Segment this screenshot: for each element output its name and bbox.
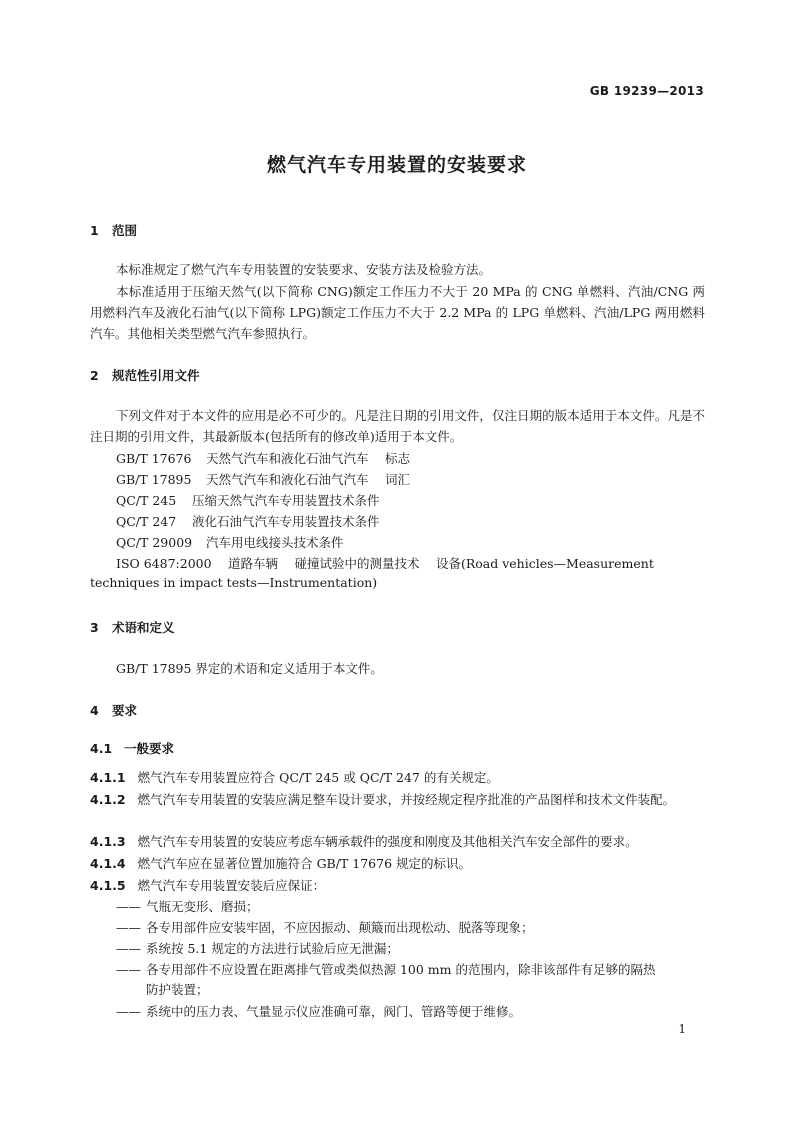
reference-item [116, 512, 380, 530]
requirement-dash-item [116, 959, 706, 980]
reference-code: QC/T 29009 [116, 535, 193, 550]
clause-number: 4.1.4 [90, 856, 126, 871]
dash-text: 气瓶无变形、磨损； [146, 899, 259, 914]
dash-mark: —— [116, 899, 141, 914]
subsection-title: 一般要求 [124, 741, 175, 756]
normative-paragraph: 下列文件对于本文件的应用是必不可少的。凡是注日期的引用文件，仅注日期的版本适用于本文件。凡是不注日期的引用文件，其最新版本(包括所有的修改单)适用于本文件。 [90, 408, 705, 444]
clause-4-1-5 [90, 875, 705, 896]
reference-code: QC/T 247 [116, 514, 177, 529]
reference-title: 压缩天然气汽车专用装置技术条件 [192, 493, 380, 508]
dash-text: 各专用部件应安装牢固，不应因振动、颠簸而出现松动、脱落等现象； [146, 920, 534, 935]
requirement-dash-item [116, 896, 706, 917]
page-number: 1 [678, 1022, 686, 1036]
section-title: 术语和定义 [112, 620, 175, 635]
reference-title: 液化石油气汽车专用装置技术条件 [192, 514, 380, 529]
reference-item [116, 470, 410, 488]
dash-text: 各专用部件不应设置在距离排气管或类似热源 100 mm 的范围内，除非该部件有足够的隔热 [146, 962, 656, 977]
section-number: 1 [90, 223, 99, 238]
document-title: 燃气汽车专用装置的安装要求 [266, 154, 527, 176]
scope-paragraph-2: 本标准适用于压缩天然气(以下简称 CNG)额定工作压力不大于 20 MPa 的 CNG 单燃料、汽油/CNG 两用燃料汽车及液化石油气(以下简称 LPG)额定工作压力不大于 2.2 MPa 的 LPG 单燃料、汽油/LPG 两用燃料汽车。其他相关类型燃气汽车参照执行。 [90, 284, 705, 341]
standard-number: GB 19239—2013 [589, 84, 704, 98]
clause-text: 燃气汽车专用装置应符合 QC/T 245 或 QC/T 247 的有关规定。 [137, 770, 499, 785]
subsection-number: 4.1 [90, 741, 113, 756]
requirement-dash-item [116, 1001, 706, 1022]
reference-iso-line-1: ISO 6487:2000 道路车辆 碰撞试验中的测量技术 设备(Road vehicles—Measurement [116, 556, 654, 571]
reference-item [116, 449, 410, 467]
clause-text: 燃气汽车专用装置安装后应保证： [137, 878, 326, 893]
clause-number: 4.1.5 [90, 878, 126, 893]
clause-number: 4.1.3 [90, 834, 126, 849]
section-title: 规范性引用文件 [112, 368, 200, 383]
reference-title: 天然气汽车和液化石油气汽车 标志 [206, 451, 410, 466]
section-number: 3 [90, 620, 99, 635]
dash-text: 系统中的压力表、气量显示仪应准确可靠，阀门、管路等便于维修。 [146, 1004, 522, 1019]
reference-code: QC/T 245 [116, 493, 177, 508]
section-title: 范围 [112, 223, 138, 238]
clause-text: 燃气汽车专用装置的安装应满足整车设计要求，并按经规定程序批准的产品图样和技术文件装配。 [137, 792, 676, 807]
dash-text: 系统按 5.1 规定的方法进行试验后应无泄漏； [146, 941, 399, 956]
dash-mark: —— [116, 962, 141, 977]
reference-iso-line-2: techniques in impact tests—Instrumentation) [90, 575, 378, 590]
section-2-heading [90, 366, 200, 384]
clause-text: 燃气汽车应在显著位置加施符合 GB/T 17676 规定的标识。 [137, 856, 471, 871]
subsection-4-1-heading [90, 739, 174, 757]
section-4-heading [90, 701, 137, 719]
clause-number: 4.1.2 [90, 792, 126, 807]
reference-code: GB/T 17895 [116, 472, 192, 487]
clause-4-1-2 [90, 789, 705, 810]
reference-item [116, 533, 344, 551]
dash-mark: —— [116, 920, 141, 935]
reference-title: 天然气汽车和液化石油气汽车 词汇 [206, 472, 410, 487]
requirement-dash-item [116, 917, 706, 938]
section-1-heading [90, 221, 137, 239]
clause-number: 4.1.1 [90, 770, 126, 785]
requirement-dash-item [116, 938, 706, 959]
terms-paragraph: GB/T 17895 界定的术语和定义适用于本文件。 [116, 661, 383, 676]
section-number: 4 [90, 703, 99, 718]
requirement-dash-continuation: 防护装置； [146, 982, 209, 997]
scope-paragraph-1: 本标准规定了燃气汽车专用装置的安装要求、安装方法及检验方法。 [116, 262, 492, 277]
clause-4-1-4 [90, 853, 705, 874]
dash-mark: —— [116, 1004, 141, 1019]
reference-title: 汽车用电线接头技术条件 [206, 535, 344, 550]
section-title: 要求 [112, 703, 138, 718]
section-number: 2 [90, 368, 99, 383]
clause-4-1-1 [90, 767, 705, 788]
reference-code: GB/T 17676 [116, 451, 192, 466]
clause-4-1-3 [90, 831, 705, 852]
section-3-heading [90, 618, 175, 636]
clause-text: 燃气汽车专用装置的安装应考虑车辆承载件的强度和刚度及其他相关汽车安全部件的要求。 [137, 834, 638, 849]
reference-item [116, 491, 380, 509]
dash-mark: —— [116, 941, 141, 956]
